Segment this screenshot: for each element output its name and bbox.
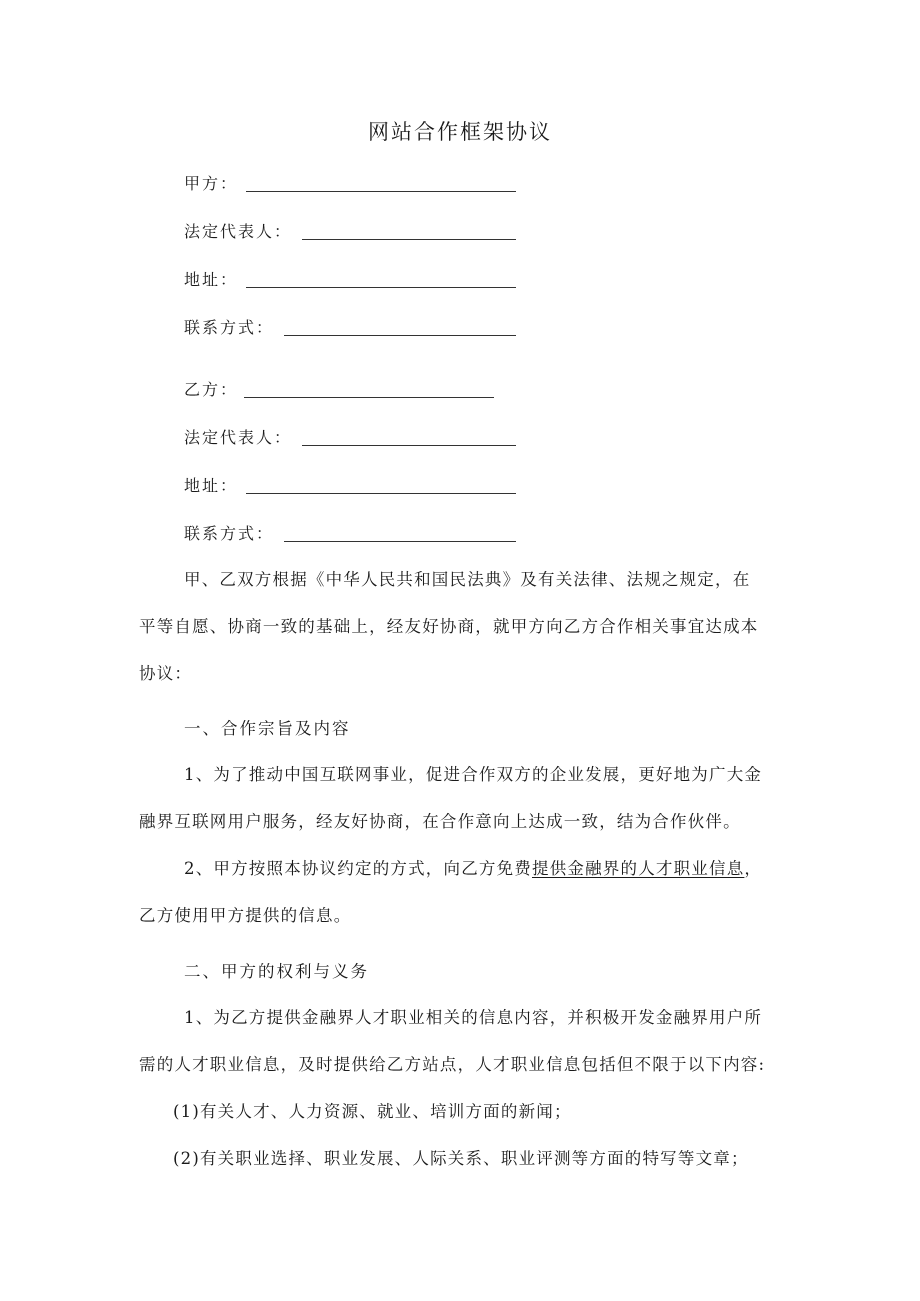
- preamble-paragraph: [139, 556, 783, 697]
- section-1-item-2-text-b: ，: [744, 859, 763, 878]
- section-1-item-2-underlined: 提供金融界的人才职业信息: [532, 859, 745, 878]
- section-1-item-1: [139, 751, 783, 845]
- party-a-address-blank[interactable]: [246, 287, 516, 288]
- preamble-line-1: 甲、乙双方根据《中华人民共和国民法典》及有关法律、法规之规定，在: [184, 570, 751, 589]
- section-1-item-2-line-1: [139, 845, 783, 892]
- party-b-name-blank[interactable]: [244, 397, 494, 398]
- party-a-rep-field: [184, 216, 292, 242]
- preamble-line-2: 平等自愿、协商一致的基础上，经友好协商，就甲方向乙方合作相关事宜达成本: [139, 617, 759, 636]
- section-1-item-2-line-2: 乙方使用甲方提供的信息。: [139, 906, 352, 925]
- party-a-contact-label: 联系方式：: [184, 318, 275, 337]
- party-b-rep-label: 法定代表人：: [184, 428, 293, 447]
- party-b-address-label: 地址：: [184, 476, 239, 495]
- party-b-address-field: [184, 470, 238, 496]
- section-2-item-1-line-2: 需的人才职业信息，及时提供给乙方站点，人才职业信息包括但不限于以下内容:: [139, 1055, 766, 1074]
- party-a-rep-label: 法定代表人：: [184, 222, 293, 241]
- document-title: 网站合作框架协议: [368, 120, 552, 144]
- party-b-contact-label: 联系方式：: [184, 524, 275, 543]
- section-2-item-1: [139, 994, 783, 1088]
- preamble-line-3: 协议：: [139, 664, 193, 683]
- party-a-name-label: 甲方：: [184, 174, 239, 193]
- section-1-item-2-text-a: 2、甲方按照本协议约定的方式，向乙方免费: [184, 859, 532, 878]
- section-1-item-1-line-2: 融界互联网用户服务，经友好协商，在合作意向上达成一致，结为合作伙伴。: [139, 812, 741, 831]
- party-a-contact-blank[interactable]: [284, 335, 516, 336]
- party-a-rep-blank[interactable]: [302, 239, 516, 240]
- section-2-sub-item-2: (2)有关职业选择、职业发展、人际关系、职业评测等方面的特写等文章；: [173, 1149, 749, 1168]
- party-b-rep-blank[interactable]: [302, 445, 516, 446]
- section-2-heading: 二、甲方的权利与义务: [184, 962, 369, 981]
- section-2-sublist: [139, 1088, 783, 1182]
- section-1-item-1-line-1: 1、为了推动中国互联网事业，促进合作双方的企业发展，更好地为广大金: [184, 765, 763, 784]
- party-b-contact-field: [184, 518, 274, 544]
- party-a-contact-field: [184, 312, 274, 338]
- section-2-sub-item-1: (1)有关人才、人力资源、就业、培训方面的新闻；: [173, 1102, 572, 1121]
- party-b-name-field: [184, 374, 238, 400]
- party-b-address-blank[interactable]: [246, 493, 516, 494]
- party-b-rep-field: [184, 422, 292, 448]
- section-1-heading: 一、合作宗旨及内容: [184, 719, 351, 738]
- party-b-contact-blank[interactable]: [284, 541, 516, 542]
- party-b-name-label: 乙方：: [184, 380, 239, 399]
- section-2-item-1-line-1: 1、为乙方提供金融界人才职业相关的信息内容，并积极开发金融界用户所: [184, 1008, 763, 1027]
- party-a-address-field: [184, 264, 238, 290]
- party-a-name-field: [184, 168, 238, 194]
- section-1-item-2: [139, 845, 783, 939]
- party-a-name-blank[interactable]: [246, 191, 516, 192]
- party-a-address-label: 地址：: [184, 270, 239, 289]
